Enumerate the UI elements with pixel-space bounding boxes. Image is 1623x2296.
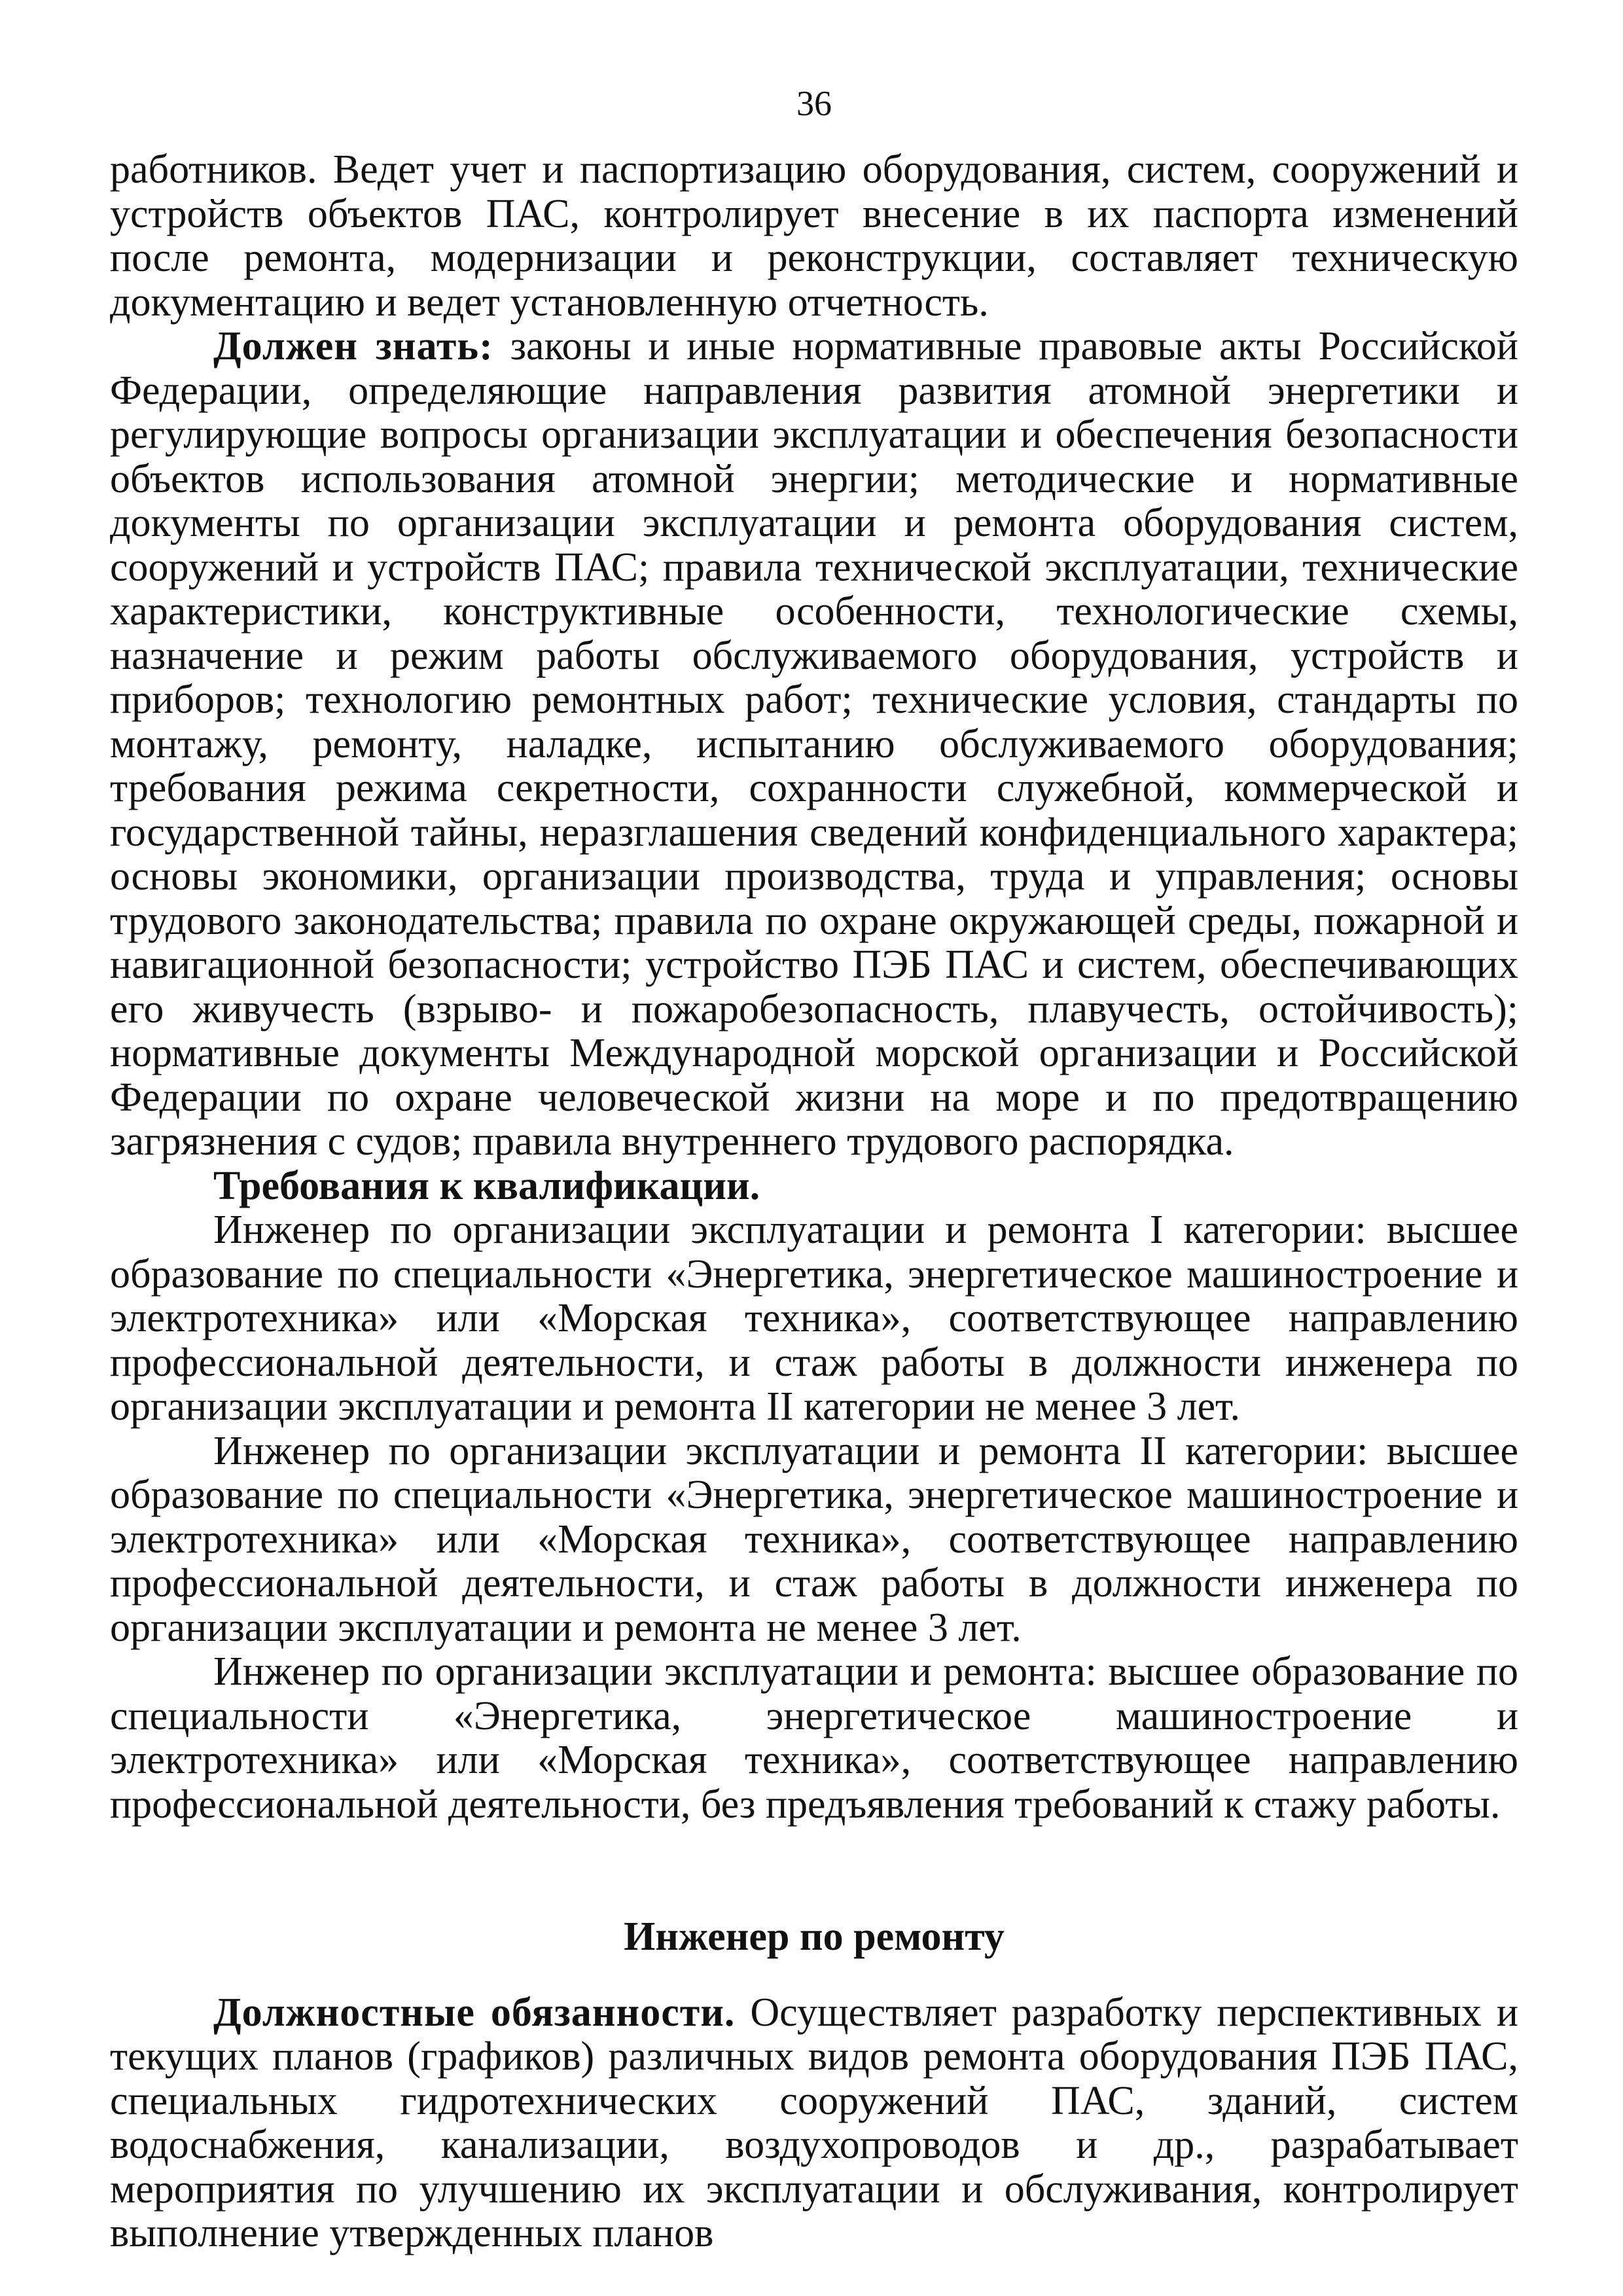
must-know-text: законы и иные нормативные правовые акты Российской Федерации, определяющие направления развития атомной энергетики и регулирующие вопросы организации эксплуатации и обеспечения безопасности объектов использования атомной энергии; методические и нормативные документы по организации эксплуатации и ремонта оборудования систем, сооружений и устройств ПАС; правила технической эксплуатации, технические характеристики, конструктивные особенности, технологические схемы, назначение и режим работы обслуживаемого оборудования, устройств и приборов; технологию ремонтных работ; технические условия, стандарты по монтажу, ремонту, наладке, испытанию обслуживаемого оборудования; требования режима секретности, сохранности служебной, коммерческой и государственной тайны, неразглашения сведений конфиденциального характера; основы экономики, организации производства, труда и управления; основы трудового законодательства; правила по охране окружающей среды, пожарной и навигационной безопасности; устройство ПЭБ ПАС и систем, обеспечивающих его живучесть (взрыво- и пожаробезопасность, плавучесть, остойчивость); нормативные документы Международной морской организации и Российской Федерации по охране человеческой жизни на море и по предотвращению загрязнения с судов; правила внутреннего трудового распорядка. [110,324,1518,1164]
qualification-heading: Требования к квалификации. [213,1163,760,1208]
qualification-no-category: Инженер по организации эксплуатации и ремонта: высшее образование по специальности «Энергетика, энергетическое машиностроение и электротехника» или «Морская техника», соответствующее направлению профессиональной деятельности, без предъявления требований к стажу работы. [110,1649,1518,1827]
must-know-label: Должен знать: [213,324,493,368]
page-number: 36 [796,84,832,123]
duties-text: Осуществляет разработку перспективных и текущих планов (графиков) различных видов ремонта оборудования ПЭБ ПАС, специальных гидротехнических сооружений ПАС, зданий, систем водоснабжения, канализации, воздухопроводов и др., разрабатывает мероприятия по улучшению их эксплуатации и обслуживания, контролирует выполнение утвержденных планов [110,1990,1518,2255]
section-title: Инженер по ремонту [624,1914,1005,1959]
paragraph-must-know [110,325,1518,1164]
qualification-category-2: Инженер по организации эксплуатации и ремонта II категории: высшее образование по специальности «Энергетика, энергетическое машиностроение и электротехника» или «Морская техника», соответствующее направлению профессиональной деятельности, и стаж работы в должности инженера по организации эксплуатации и ремонта не менее 3 лет. [110,1428,1518,1650]
duties-label: Должностные обязанности. [213,1990,736,2035]
qualification-category-1: Инженер по организации эксплуатации и ремонта I категории: высшее образование по специальности «Энергетика, энергетическое машиностроение и электротехника» или «Морская техника», соответствующее направлению профессиональной деятельности, и стаж работы в должности инженера по организации эксплуатации и ремонта II категории не менее 3 лет. [110,1208,1518,1429]
document-page [110,84,1518,2256]
paragraph-duties [110,1991,1518,2256]
paragraph-continuation: работников. Ведет учет и паспортизацию оборудования, систем, сооружений и устройств объектов ПАС, контролирует внесение в их паспорта изменений после ремонта, модернизации и реконструкции, составляет техническую документацию и ведет установленную отчетность. [110,147,1518,325]
